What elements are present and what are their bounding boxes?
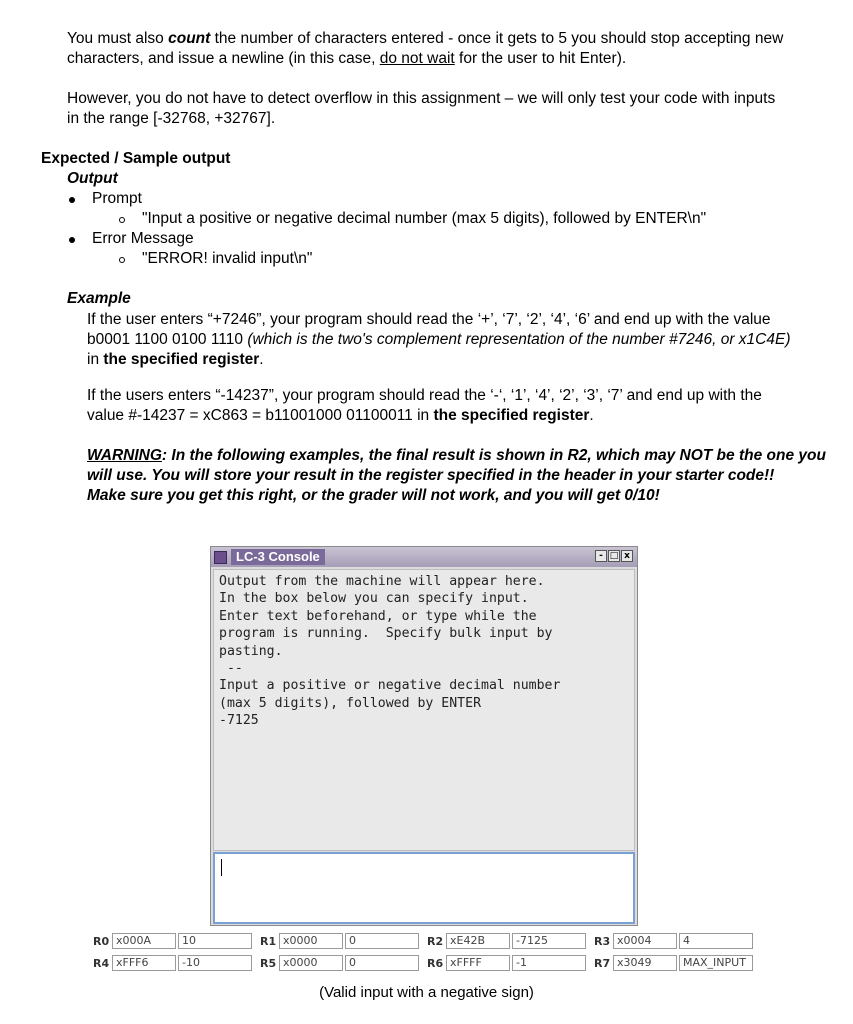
figure-caption: (Valid input with a negative sign) <box>319 984 534 1001</box>
console-app-icon <box>214 551 227 564</box>
console-output: Output from the machine will appear here. In the box below you can specify input. Enter text beforehand, or type while the program is running. Specify bulk input by pasting. -- Input a positive or negative decimal number (max 5 digits), followed by ENTER -7125 <box>213 569 635 851</box>
register-hex-field[interactable]: x000A <box>112 933 176 949</box>
console-input[interactable] <box>213 852 635 924</box>
text-caret <box>221 859 222 876</box>
intro-paragraph-1: You must also count the number of characters entered - once it gets to 5 you should stop accepting new characters, and issue a newline (in this case, do not wait for the user to hit Enter). <box>67 30 784 67</box>
register-dec-field[interactable]: 0 <box>345 955 419 971</box>
window-title: LC-3 Console <box>231 549 325 565</box>
register-label: R1 <box>260 935 277 948</box>
hollow-bullet-icon <box>119 217 125 223</box>
expected-heading: Expected / Sample output <box>41 150 231 167</box>
example-1: If the user enters “+7246”, your program should read the ‘+’, ‘7’, ‘2’, ‘4’, ‘6’ and end up with the value b0001 1100 0100 1110 (which is the two's complement representation of the number #7246, or x1C4E) in the specified register. <box>87 311 791 368</box>
register-label: R6 <box>427 957 444 970</box>
output-label: Output <box>67 170 118 187</box>
register-hex-field[interactable]: x0000 <box>279 933 343 949</box>
register-label: R5 <box>260 957 277 970</box>
bullet-icon <box>69 237 75 243</box>
maximize-icon[interactable]: □ <box>609 551 619 561</box>
register-dec-field[interactable]: -1 <box>512 955 586 971</box>
register-hex-field[interactable]: xFFF6 <box>112 955 176 971</box>
prompt-label: Prompt <box>92 190 142 207</box>
hollow-bullet-icon <box>119 257 125 263</box>
example-2: If the users enters “-14237”, your program should read the ‘-‘, ‘1’, ‘4’, ‘2’, ‘3’, ‘7’ and end up with the value #-14237 = xC863 = b11001000 01100011 in the specified register. <box>87 387 762 424</box>
register-panel <box>90 933 760 977</box>
intro-paragraph-2: However, you do not have to detect overflow in this assignment – we will only test your code with inputs in the range [-32768, +32767]. <box>67 90 776 127</box>
error-label: Error Message <box>92 230 194 247</box>
register-hex-field[interactable]: x0004 <box>613 933 677 949</box>
register-dec-field[interactable]: 4 <box>679 933 753 949</box>
do-not-wait-text: do not wait <box>379 50 455 67</box>
register-dec-field[interactable]: -10 <box>178 955 252 971</box>
error-text: "ERROR! invalid input\n" <box>142 250 313 267</box>
register-dec-field[interactable]: MAX_INPUT <box>679 955 753 971</box>
example-label: Example <box>67 290 131 307</box>
minimize-icon[interactable]: - <box>595 550 607 562</box>
register-hex-field[interactable]: xFFFF <box>446 955 510 971</box>
register-label: R7 <box>594 957 611 970</box>
title-bar[interactable] <box>211 547 637 567</box>
register-label: R0 <box>93 935 110 948</box>
register-dec-field[interactable]: -7125 <box>512 933 586 949</box>
register-dec-field[interactable]: 0 <box>345 933 419 949</box>
lc3-console-window <box>210 546 638 926</box>
count-emphasis: count <box>168 30 211 47</box>
register-hex-field[interactable]: xE42B <box>446 933 510 949</box>
warning-label: WARNING <box>87 447 162 464</box>
bullet-icon <box>69 197 75 203</box>
register-hex-field[interactable]: x3049 <box>613 955 677 971</box>
close-icon[interactable]: x <box>621 550 633 562</box>
warning-block: WARNING: In the following examples, the final result is shown in R2, which may NOT be the one you will use. You will store your result in the register specified in the header in your starter code!! Make sure you get this right, or the grader will not work, and you will get 0/10! <box>87 447 826 504</box>
register-label: R2 <box>427 935 444 948</box>
register-label: R3 <box>594 935 611 948</box>
register-label: R4 <box>93 957 110 970</box>
prompt-text: "Input a positive or negative decimal number (max 5 digits), followed by ENTER\n" <box>142 210 707 227</box>
register-hex-field[interactable]: x0000 <box>279 955 343 971</box>
register-dec-field[interactable]: 10 <box>178 933 252 949</box>
